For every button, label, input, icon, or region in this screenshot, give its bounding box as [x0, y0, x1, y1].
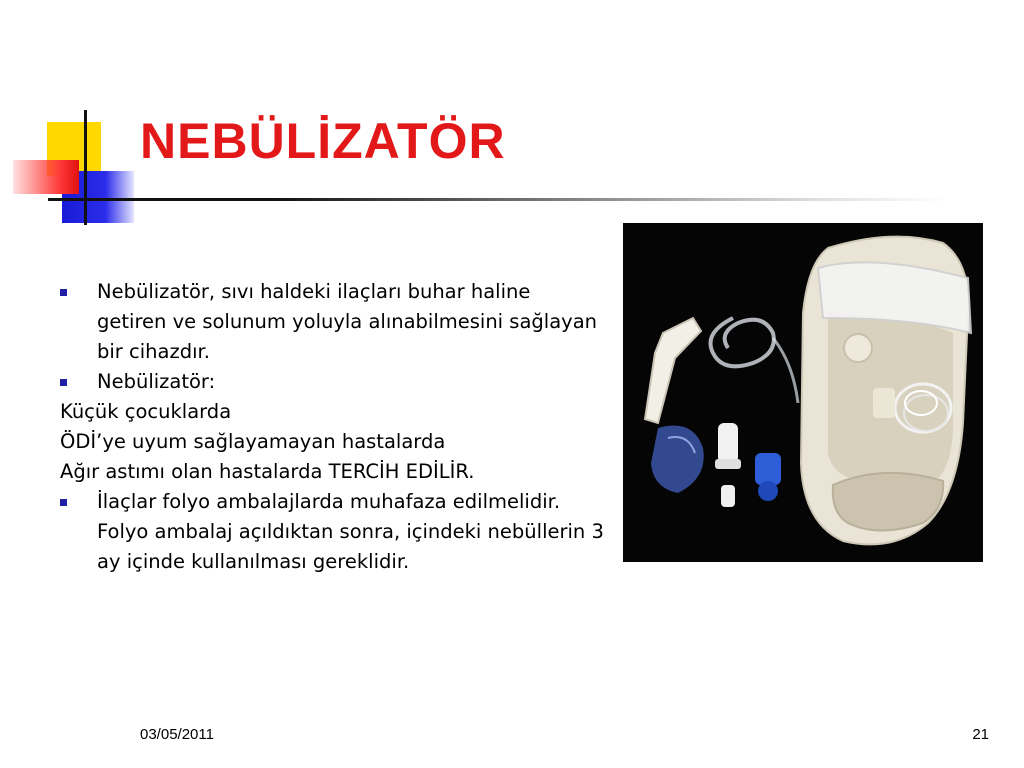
title-underline [48, 198, 948, 201]
bullet-text: Nebülizatör: [97, 370, 216, 393]
slide-title: NEBÜLİZATÖR [140, 113, 506, 169]
square-bullet-icon [60, 379, 67, 386]
square-bullet-icon [60, 499, 67, 506]
bullet-item [60, 367, 605, 397]
nebulizer-illustration [623, 223, 983, 562]
decor-red-bar [13, 160, 79, 194]
page-number: 21 [972, 726, 989, 743]
bullet-item [60, 487, 605, 577]
square-bullet-icon [60, 289, 67, 296]
plain-line: Küçük çocuklarda [60, 400, 232, 423]
nebulizer-photo [623, 223, 983, 562]
footer-date: 03/05/2011 [140, 726, 214, 743]
bullet-item [60, 277, 605, 367]
decor-vertical-line [84, 110, 87, 225]
plain-line: Ağır astımı olan hastalarda TERCİH EDİLİR. [60, 460, 475, 483]
bullet-text: İlaçlar folyo ambalajlarda muhafaza edilmelidir. Folyo ambalaj açıldıktan sonra, içindeki nebüllerin 3 ay içinde kullanılması gereklidir. [97, 490, 604, 573]
bullet-text: Nebülizatör, sıvı haldeki ilaçları buhar haline getiren ve solunum yoluyla alınabilmesini sağlayan bir cihazdır. [97, 280, 598, 363]
plain-line: ÖDİ’ye uyum sağlayamayan hastalarda [60, 430, 446, 453]
slide-body [60, 277, 605, 577]
